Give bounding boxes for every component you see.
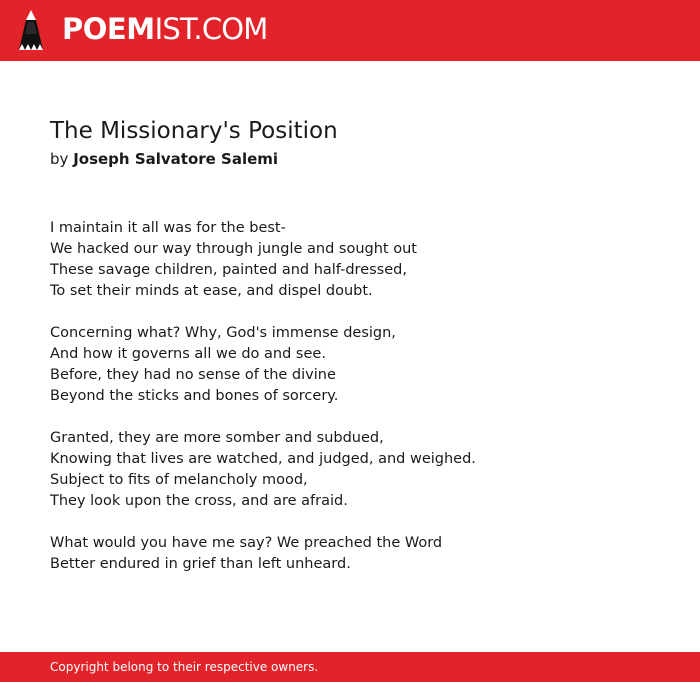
- logo-text-bold: POEM: [62, 12, 155, 46]
- poem-line: And how it governs all we do and see.: [50, 346, 326, 362]
- poem-title: The Missionary's Position: [50, 118, 338, 144]
- logo-text-light: IST.COM: [154, 12, 268, 46]
- poem-line: These savage children, painted and half-dressed,: [50, 262, 407, 278]
- pencil-icon: [18, 10, 44, 52]
- site-footer: [0, 652, 700, 682]
- poem-line: What would you have me say? We preached the Word: [50, 535, 443, 551]
- poem-stanza: [50, 323, 476, 407]
- poem-line: Granted, they are more somber and subdued,: [50, 430, 384, 446]
- poem-line: Concerning what? Why, God's immense design,: [50, 325, 396, 341]
- poem-line: Better endured in grief than left unheard.: [50, 556, 351, 572]
- poem-line: Knowing that lives are watched, and judged, and weighed.: [50, 451, 476, 467]
- poem-line: Beyond the sticks and bones of sorcery.: [50, 388, 339, 404]
- poem-line: They look upon the cross, and are afraid.: [50, 493, 348, 509]
- poem-line: I maintain it all was for the best-: [50, 220, 286, 236]
- poem-line: Before, they had no sense of the divine: [50, 367, 336, 383]
- by-label: by: [50, 150, 69, 168]
- poem-line: To set their minds at ease, and dispel doubt.: [50, 283, 373, 299]
- poem-stanza: [50, 533, 476, 575]
- site-header: [0, 0, 700, 61]
- copyright-text: Copyright belong to their respective owners.: [50, 660, 319, 674]
- poem-line: Subject to fits of melancholy mood,: [50, 472, 308, 488]
- poem-author: Joseph Salvatore Salemi: [73, 150, 279, 168]
- poem-body: [50, 218, 476, 596]
- poem-byline: [50, 148, 278, 170]
- site-logo-link[interactable]: [62, 11, 268, 47]
- poem-stanza: [50, 428, 476, 512]
- poem-stanza: [50, 218, 476, 302]
- poem-line: We hacked our way through jungle and sought out: [50, 241, 417, 257]
